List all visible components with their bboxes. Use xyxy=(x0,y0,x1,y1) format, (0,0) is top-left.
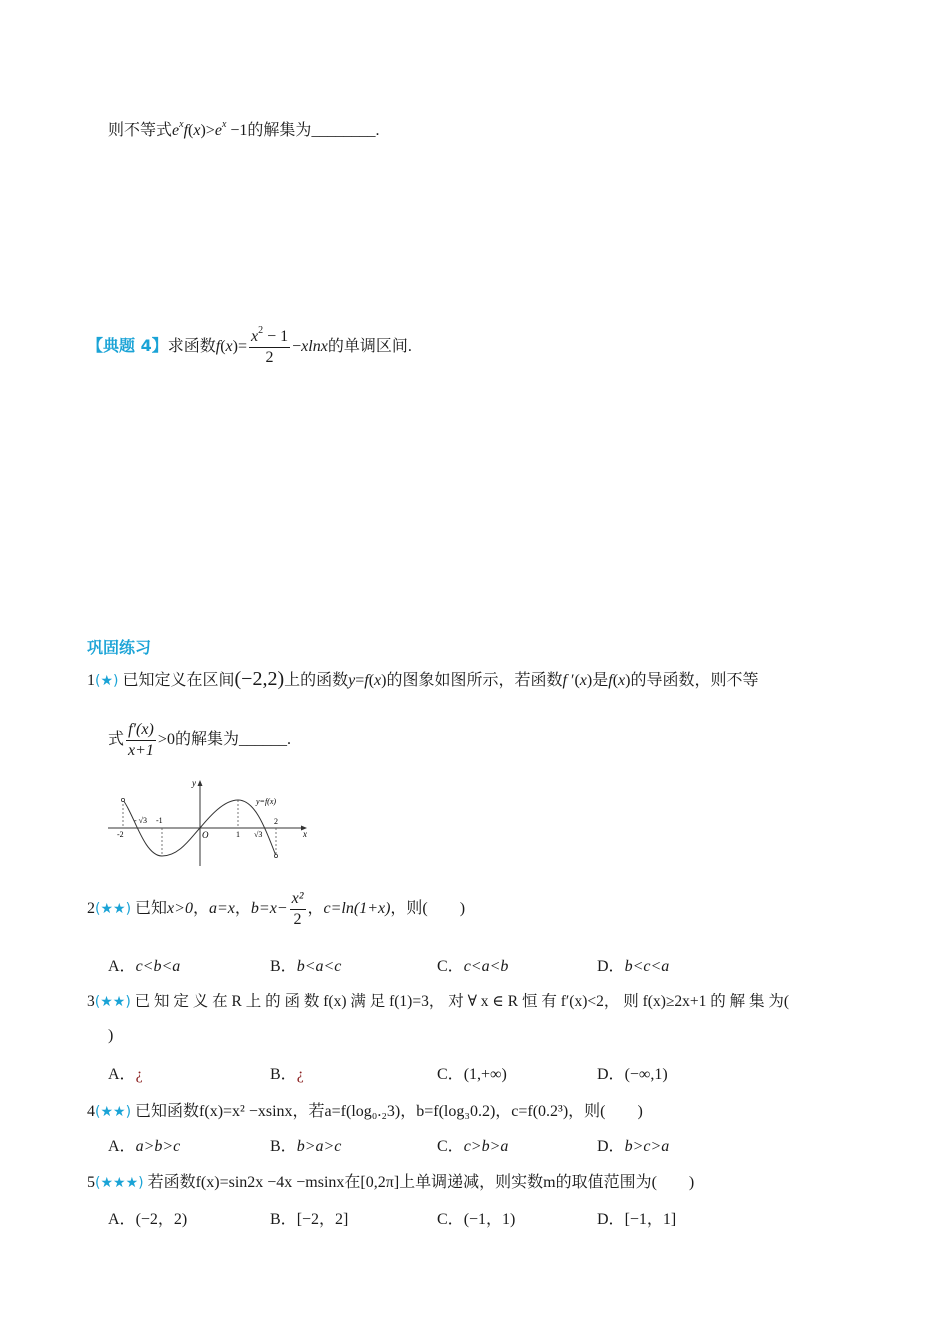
intro-line xyxy=(108,117,379,140)
q1-line2-b: >0的解集为 xyxy=(157,731,239,749)
intro-sup2: x xyxy=(221,119,227,130)
graph-tick-negsqrt3: - √3 xyxy=(134,816,148,825)
q2-number: 2 xyxy=(87,900,95,918)
q3-line1 xyxy=(87,989,789,1011)
q2-option-c[interactable]: C．c<a<b xyxy=(437,958,509,975)
graph-tick-neg1: -1 xyxy=(156,816,163,825)
q5-number: 5 xyxy=(87,1174,95,1191)
q5-text: 若函数f(x)=sin2x −4x −msinx在[0,2π]上单调递减，则实数m的取值范围为( ) xyxy=(143,1174,695,1191)
graph-y-arrow xyxy=(198,780,203,786)
intro-suffix: 的解集为 xyxy=(247,122,312,139)
intro-lp: ( xyxy=(188,122,194,139)
q1-text-e: 的导函数，则不等 xyxy=(630,672,759,689)
q3-line2: ) xyxy=(108,1027,114,1044)
q1-line2-a: 式 xyxy=(108,731,125,749)
q1-interval: (−2,2) xyxy=(234,668,285,690)
q3-text: 已 知 定 义 在 R 上 的 函 数 f(x) 满 足 f(1)=3， 对 ∀ x ∈ R 恒 有 f′(x)<2， 则 f(x)≥2x+1 的 解 集 为( xyxy=(130,993,790,1010)
q4-number: 4 xyxy=(87,1103,95,1120)
q3-number: 3 xyxy=(87,993,95,1010)
q5-stars: (★★★) xyxy=(95,1175,144,1191)
q2-stars: (★★) xyxy=(95,901,132,918)
q1-text-c: 的图象如图所示，若函数 xyxy=(386,672,563,689)
example4-x: x xyxy=(225,338,233,356)
q1-text-d: 是 xyxy=(592,672,609,689)
q2-c-def: c=ln(1+x) xyxy=(323,900,391,918)
graph-tick-sqrt3: √3 xyxy=(254,830,263,839)
q1-line2 xyxy=(108,720,291,761)
example4-f: f xyxy=(215,338,221,356)
q1-blank: ______. xyxy=(238,731,291,749)
q1-function-graph xyxy=(104,776,314,868)
q1-line1: 1(★) 已知定义在区间(−2,2)上的函数y=f(x)的图象如图所示，若函数f ′(x)是f(x)的导函数，则不等 xyxy=(87,668,759,690)
example4-suffix: 的单调区间. xyxy=(327,338,412,356)
q5-option-d[interactable]: D．[−1，1] xyxy=(597,1211,677,1228)
q2-option-d[interactable]: D．b<c<a xyxy=(597,958,670,975)
example4-tag: 【典题 4】 xyxy=(87,336,168,356)
q1-frac-num: f′(x) xyxy=(126,720,156,741)
q5-option-a[interactable]: A．(−2，2) xyxy=(108,1211,188,1228)
q2-option-a[interactable]: A．c<b<a xyxy=(108,958,181,975)
q2-frac-num: x² xyxy=(290,889,306,910)
q2-tail: ，则( ) xyxy=(390,900,466,918)
q2-option-b[interactable]: B．b<a<c xyxy=(270,958,342,975)
example4-fraction xyxy=(249,327,290,368)
example4-num-rest: − 1 xyxy=(267,328,289,345)
q4-option-d[interactable]: D．b>c>a xyxy=(597,1138,670,1155)
q2-fraction xyxy=(290,889,306,930)
example4-den: 2 xyxy=(265,349,274,366)
intro-minus1: −1 xyxy=(230,122,248,139)
q1-fraction xyxy=(126,720,156,761)
q1-text-a: 已知定义在区间 xyxy=(118,672,235,689)
q1-y: y xyxy=(348,672,356,689)
q1-frac-den: x+1 xyxy=(128,742,154,759)
example4-tail-minus: − xyxy=(292,338,302,356)
intro-f: f xyxy=(183,122,189,139)
q1-text-b: 上的函数 xyxy=(284,672,349,689)
intro-gt: > xyxy=(205,122,215,139)
graph-right-endpoint xyxy=(274,854,277,857)
q3-option-c[interactable]: C．(1,+∞) xyxy=(437,1066,507,1083)
q2-cond: x>0 xyxy=(167,900,193,918)
graph-tick-neg2: -2 xyxy=(117,830,124,839)
q4-option-a[interactable]: A．a>b>c xyxy=(108,1138,181,1155)
example4-line: 【典题 4】求函数f(x)= $\frac{x^2 - 1}{2}$ −xlnx的单调区间. xyxy=(87,325,412,366)
intro-prefix: 则不等式 xyxy=(108,122,173,139)
q3-option-b[interactable]: B．¿ xyxy=(270,1066,304,1083)
q4-option-b[interactable]: B．b>a>c xyxy=(270,1138,342,1155)
q4-stars: (★★) xyxy=(95,1104,132,1120)
example4-num-sup: 2 xyxy=(258,325,264,336)
q1-number: 1 xyxy=(87,672,95,689)
q2-a-def: a=x xyxy=(208,900,235,918)
graph-label-curve: y=f(x) xyxy=(256,797,277,806)
q1-stars: (★) xyxy=(95,673,119,689)
q3-option-a[interactable]: A．¿ xyxy=(108,1066,143,1083)
q3-option-d[interactable]: D．(−∞,1) xyxy=(597,1066,668,1083)
example4-num-x: x xyxy=(250,328,259,345)
graph-label-y: y xyxy=(192,778,196,788)
example4-eq: = xyxy=(237,338,247,356)
intro-x: x xyxy=(193,122,201,139)
q4-option-c[interactable]: C．c>b>a xyxy=(437,1138,509,1155)
intro-e2: e xyxy=(214,122,222,139)
graph-left-endpoint xyxy=(121,798,124,801)
q2-frac-den: 2 xyxy=(293,911,302,928)
intro-sup1: x xyxy=(179,119,184,130)
section-title: 巩固练习 xyxy=(87,638,152,657)
graph-label-origin: O xyxy=(202,830,209,840)
q2-text-a: 已知 xyxy=(131,900,168,918)
q2-b-def-left: b=x− xyxy=(250,900,288,918)
q3-stars: (★★) xyxy=(94,994,131,1010)
q5-option-b[interactable]: B．[−2，2] xyxy=(270,1211,349,1228)
q5-option-c[interactable]: C．(−1，1) xyxy=(437,1211,516,1228)
graph-tick-2: 2 xyxy=(274,817,278,826)
intro-blank: ________. xyxy=(311,122,380,139)
q4-text: 已知函数f(x)=x² −xsinx，若a=f(log₀.₂3)，b=f(log₃0.2)，c=f(0.2³)，则( ) xyxy=(131,1103,643,1120)
intro-e1: e xyxy=(172,122,180,139)
example4-tail: xlnx xyxy=(301,338,328,356)
intro-rp: ) xyxy=(200,122,206,139)
example4-lead: 求函数 xyxy=(167,338,216,356)
q4-line xyxy=(87,1098,643,1121)
graph-tick-1: 1 xyxy=(236,830,240,839)
graph-label-x: x xyxy=(303,829,307,839)
q2-line: 2(★★) 已知x>0，a=x，b=x− $\frac{\text{x²}}{2}$ ，c=ln(1+x)，则( ) xyxy=(87,890,466,928)
q5-line xyxy=(87,1169,694,1192)
